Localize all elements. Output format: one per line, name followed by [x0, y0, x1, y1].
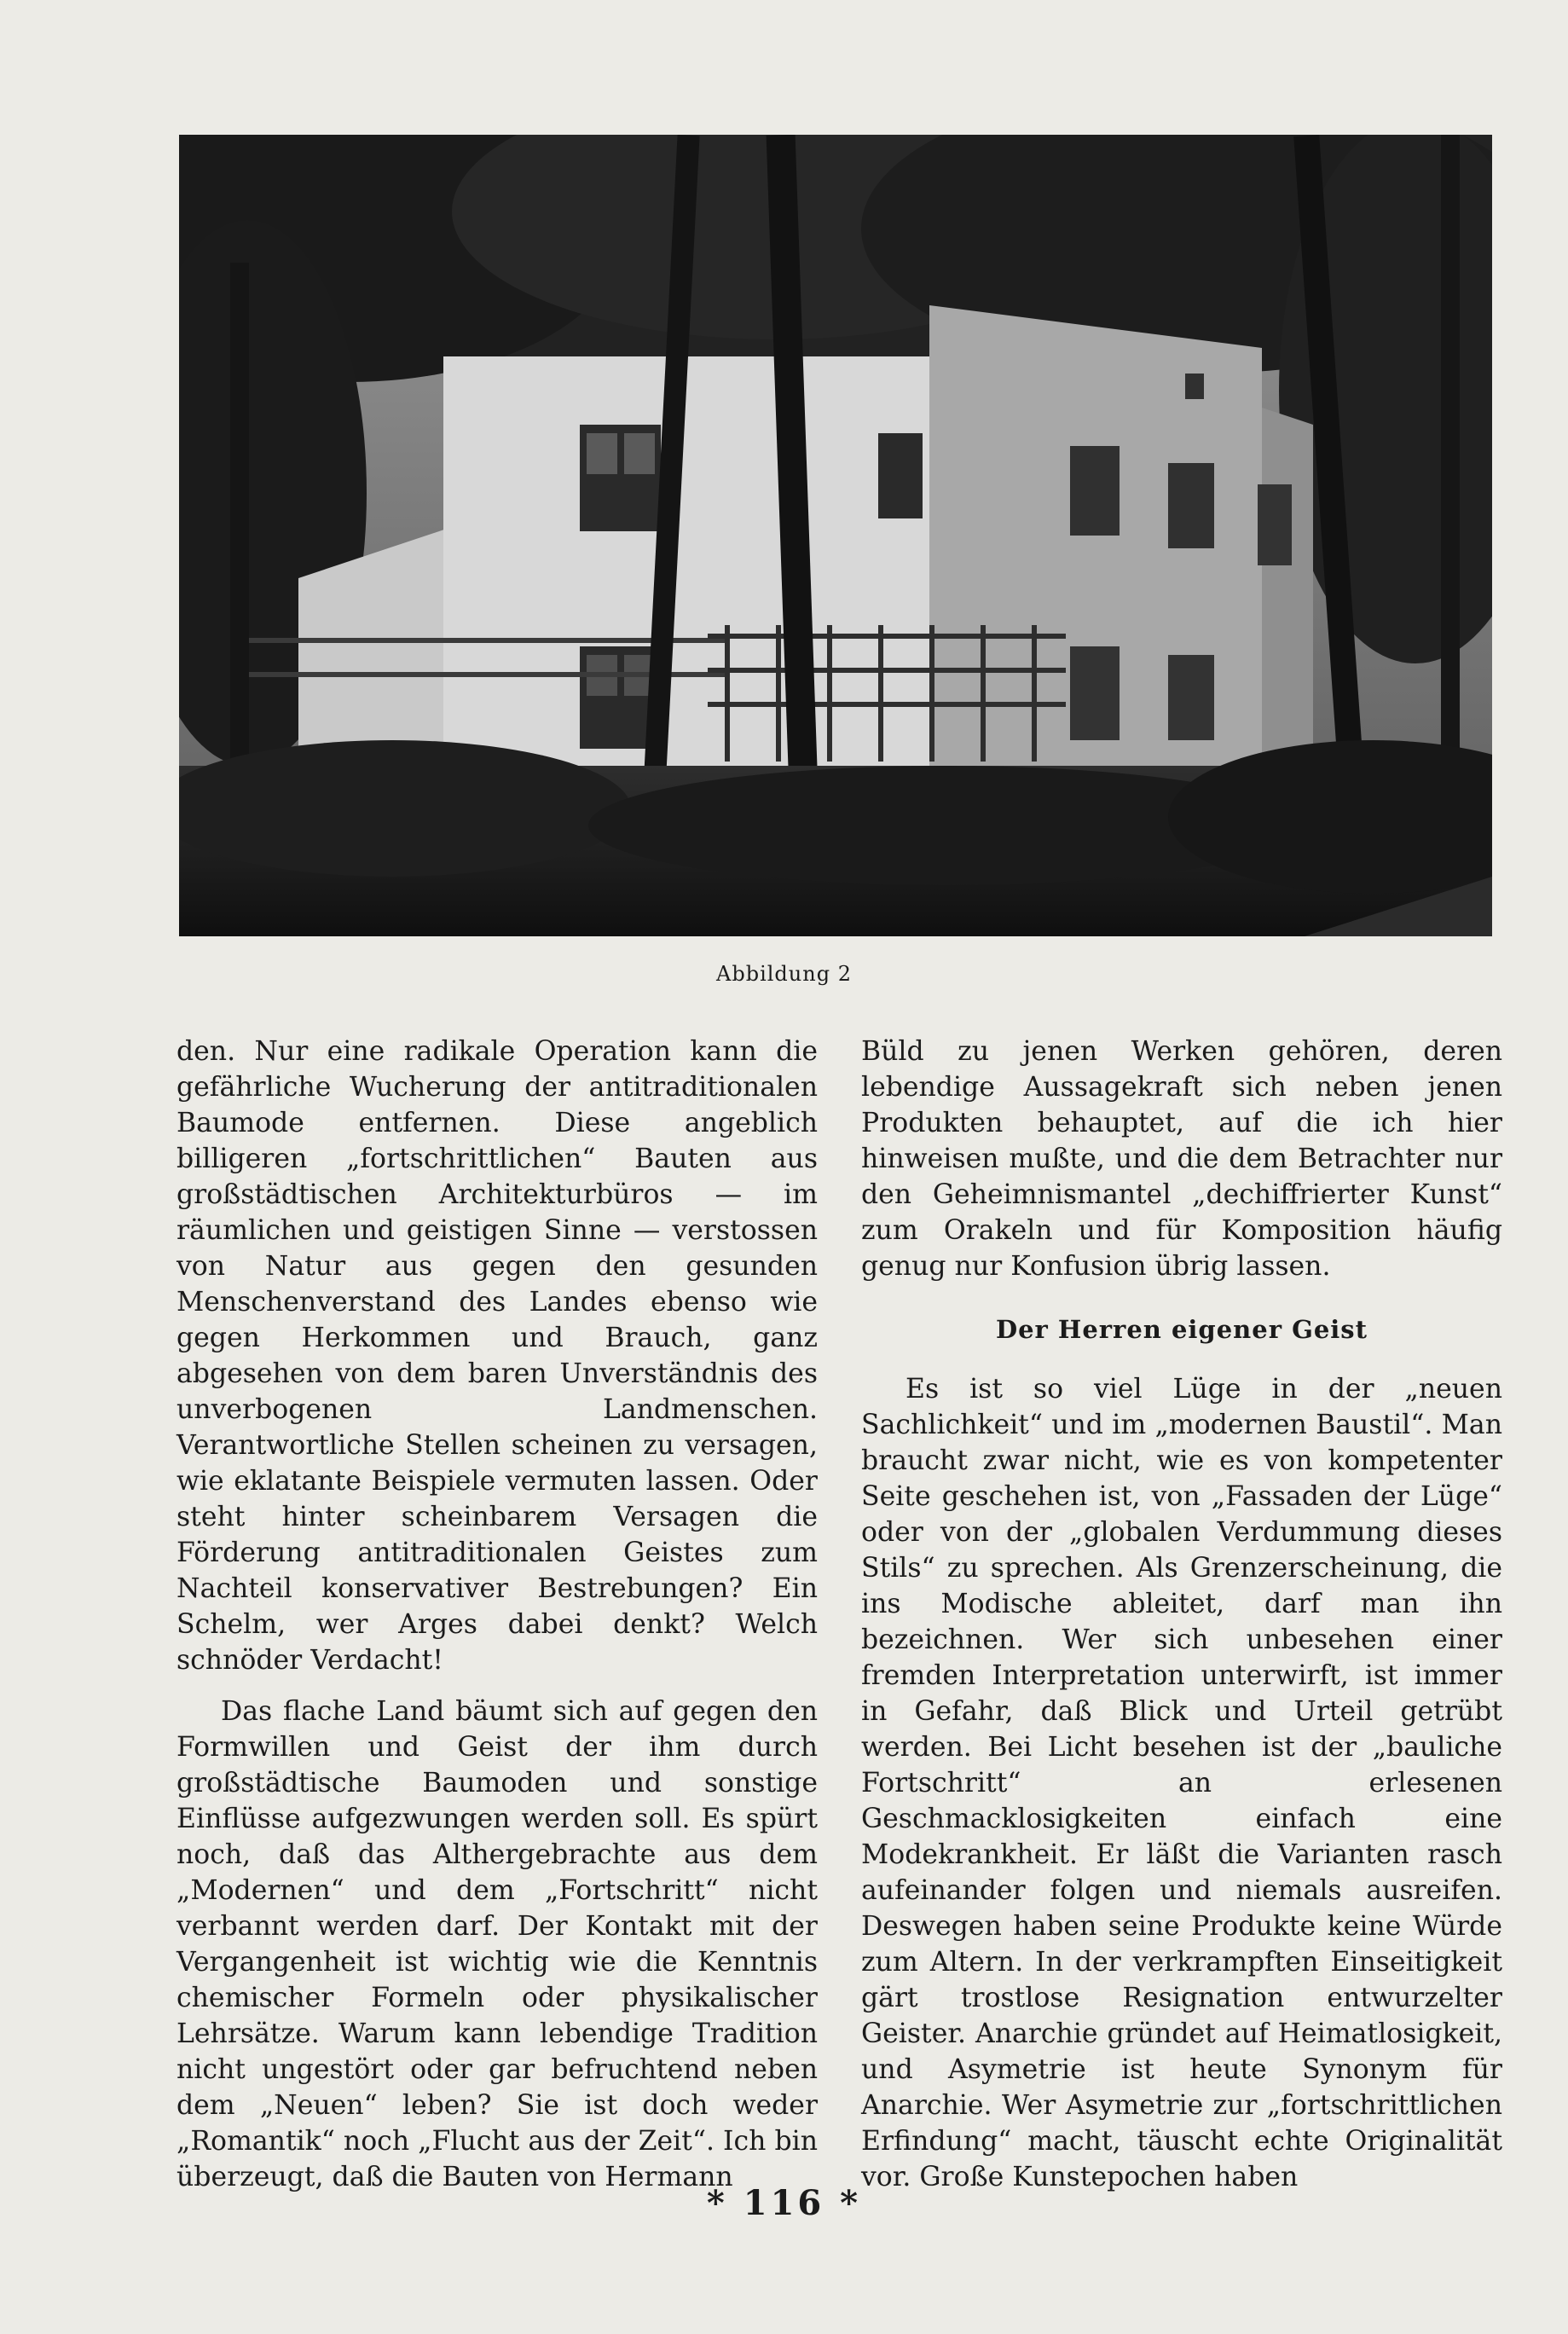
right-paragraph-1: Büld zu jenen Werken gehören, deren lebendige Aussagekraft sich neben jenen Produkten behauptet, auf die ich hier hinweisen mußte, und die dem Betrachter nur den Geheimnismantel „dechiffrierter Kunst“ zum Orakeln und für Komposition häufig genug nur Konfusion übrig lassen.: [861, 1036, 1502, 1282]
house-photo-illustration: [179, 135, 1492, 936]
section-heading: Der Herren eigener Geist: [995, 1315, 1368, 1344]
house-photograph: [179, 135, 1492, 936]
left-paragraph-2: Das flache Land bäumt sich auf gegen den Formwillen und Geist der ihm durch großstädtische Baumoden und sonstige Einflüsse aufgezwungen werden soll. Es spürt noch, daß das Althergebrachte aus dem „Modernen“ und dem „Fortschritt“ nicht verbannt werden darf. Der Kontakt mit der Vergangenheit ist wichtig wie die Kenntnis chemischer Formeln oder physikalischer Lehrsätze. Warum kann lebendige Tradition nicht ungestört oder gar befruchtend neben dem „Neuen“ leben? Sie ist doch weder „Romantik“ noch „Flucht aus der Zeit“. Ich bin überzeugt, daß die Bauten von Hermann: [176, 1696, 818, 2192]
page-number: * 116 *: [706, 2183, 862, 2223]
figure-caption: Abbildung 2: [716, 962, 852, 986]
right-paragraph-2: Es ist so viel Lüge in der „neuen Sachlichkeit“ und im „modernen Baustil“. Man braucht zwar nicht, wie es von kompetenter Seite geschehen ist, von „Fassaden der Lüge“ oder von der „globalen Verdummung dieses Stils“ zu sprechen. Als Grenzerscheinung, die ins Modische ableitet, darf man ihn bezeichnen. Wer sich unbesehen einer fremden Interpretation unterwirft, ist immer in Gefahr, daß Blick und Urteil getrübt werden. Bei Licht besehen ist der „bauliche Fortschritt“ an erlesenen Geschmacklosigkeiten einfach eine Modekrankheit. Er läßt die Varianten rasch aufeinander folgen und niemals ausreifen. Deswegen haben seine Produkte keine Würde zum Altern. In der verkrampften Einseitigkeit gärt trostlose Resignation entwurzelter Geister. Anarchie gründet auf Heimatlosigkeit, und Asymetrie ist heute Synonym für Anarchie. Wer Asymetrie zur „fortschrittlichen Erfindung“ macht, täuscht echte Originalität vor. Große Kunstepochen haben: [861, 1374, 1502, 2192]
right-text-column: [861, 1034, 1502, 2210]
left-text-column: [176, 1034, 818, 2210]
left-paragraph-1: den. Nur eine radikale Operation kann die gefährliche Wucherung der antitraditionalen Baumode entfernen. Diese angeblich billigeren „fortschrittlichen“ Bauten aus großstädtischen Architekturbüros — im räumlichen und geistigen Sinne — verstossen von Natur aus gegen den gesunden Menschenverstand des Landes ebenso wie gegen Herkommen und Brauch, ganz abgesehen von dem baren Unverständnis des unverbogenen Landmenschen. Verantwortliche Stellen scheinen zu versagen, wie eklatante Beispiele vermuten lassen. Oder steht hinter scheinbarem Versagen die Förderung antitraditionalen Geistes zum Nachteil konservativer Bestrebungen? Ein Schelm, wer Arges dabei denkt? Welch schnöder Verdacht!: [176, 1036, 818, 1676]
